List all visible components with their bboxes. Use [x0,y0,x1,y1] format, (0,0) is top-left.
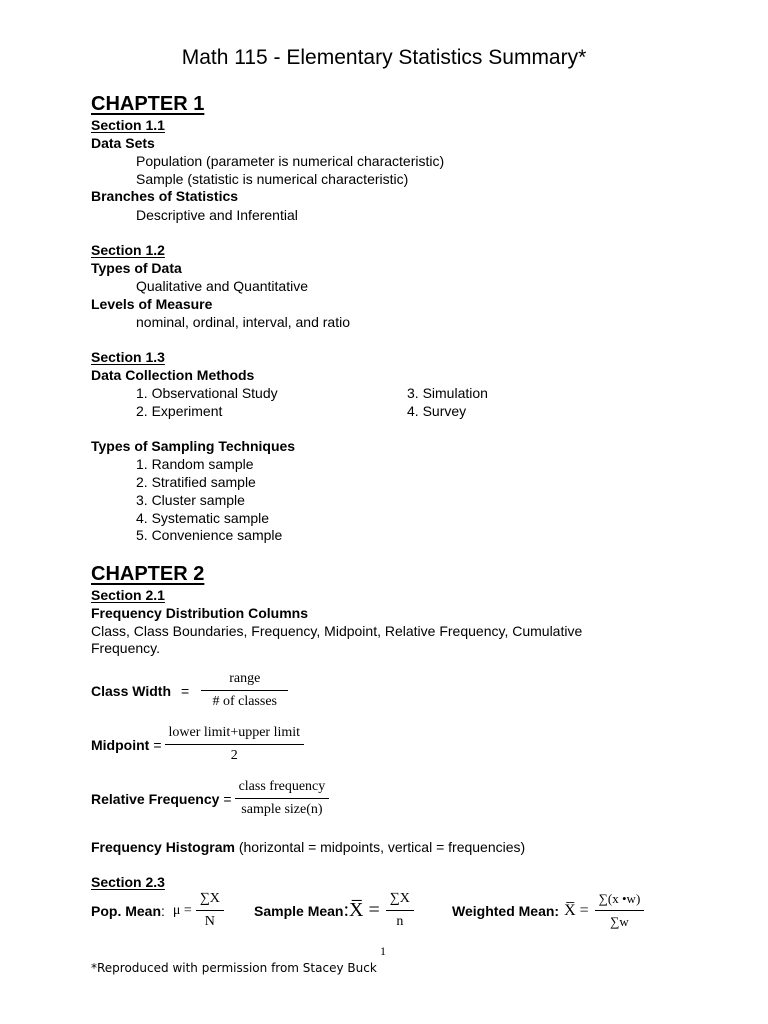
fraction-numerator: range [201,671,288,691]
fraction-numerator: ∑X [196,891,224,911]
freq-columns-line1: Class, Class Boundaries, Frequency, Midpoint, Relative Frequency, Cumulative [91,623,583,639]
list-item: 1. Observational Study [136,385,278,401]
branches-text: Descriptive and Inferential [136,207,298,223]
colon: : [161,902,165,919]
page-number: 1 [380,944,386,958]
page-title: Math 115 - Elementary Statistics Summary* [181,46,587,69]
fraction-numerator: class frequency [235,779,330,799]
chapter-2-heading: CHAPTER 2 [91,563,205,585]
sample-mean-formula [254,891,414,930]
sampling-heading: Types of Sampling Techniques [91,438,296,454]
types-of-data-text: Qualitative and Quantitative [136,278,308,294]
weighted-mean-formula [452,891,644,930]
data-sets-heading: Data Sets [91,135,155,151]
section-1-3-label: Section 1.3 [91,349,165,365]
pop-mean-label: Pop. Mean [91,902,162,919]
section-2-1-label: Section 2.1 [91,587,165,603]
list-item: 4. Survey [407,403,467,419]
list-item: 1. Random sample [136,456,254,472]
sample-mean-label: Sample Mean [254,902,344,919]
fraction-numerator: lower limit+upper limit [165,725,305,745]
section-2-3-label: Section 2.3 [91,874,165,890]
list-item: 3. Simulation [407,385,488,401]
equals-sign: = [181,682,190,699]
types-of-data-heading: Types of Data [91,260,182,276]
mu-symbol: μ = [172,902,192,918]
fraction-numerator: ∑(x •w) [595,891,645,911]
histogram-label: Frequency Histogram [91,839,235,855]
weighted-mean-fraction [595,891,645,930]
chapter-1-heading: CHAPTER 1 [91,93,205,115]
list-item: 3. Cluster sample [136,492,245,508]
equals-sign: = [223,790,232,807]
pop-mean-fraction [196,891,224,930]
levels-text: nominal, ordinal, interval, and ratio [136,314,351,330]
relative-frequency-label: Relative Frequency [91,790,220,807]
histogram-line [91,839,525,855]
list-item: 2. Experiment [136,403,223,419]
fraction-numerator: ∑X [386,891,414,911]
footnote: *Reproduced with permission from Stacey Buck [91,961,377,975]
fraction-denominator: n [396,914,404,929]
collection-methods-heading: Data Collection Methods [91,367,255,383]
freq-columns-heading: Frequency Distribution Columns [91,605,309,621]
fraction-denominator: N [204,914,215,929]
weighted-mean-label: Weighted Mean: [452,902,560,919]
levels-heading: Levels of Measure [91,296,213,312]
relative-frequency-formula [91,779,329,818]
midpoint-fraction [165,725,305,764]
fraction-denominator: # of classes [212,694,277,709]
class-width-formula [91,671,288,710]
section-1-1-label: Section 1.1 [91,117,165,133]
branches-heading: Branches of Statistics [91,188,239,204]
midpoint-label: Midpoint [91,736,150,753]
fraction-denominator: sample size(n) [241,802,323,817]
xbar-symbol: :X̅ = [343,899,380,921]
population-text: Population (parameter is numerical characteristic) [136,153,445,169]
section-1-2-label: Section 1.2 [91,242,165,258]
fraction-denominator: ∑w [610,914,629,929]
freq-columns-line2: Frequency. [91,640,160,656]
list-item: 5. Convenience sample [136,527,283,543]
relative-frequency-fraction [235,779,330,818]
class-width-fraction [201,671,288,710]
sample-mean-fraction [386,891,414,930]
equals-sign: = [153,736,162,753]
sample-text: Sample (statistic is numerical characteristic) [136,171,409,187]
fraction-denominator: 2 [230,748,238,763]
list-item: 2. Stratified sample [136,474,256,490]
xbar-symbol: X̅ = [564,901,589,919]
class-width-label: Class Width [91,682,171,699]
histogram-description: (horizontal = midpoints, vertical = frequencies) [238,839,526,855]
midpoint-formula [91,725,304,764]
pop-mean-formula [91,891,224,930]
list-item: 4. Systematic sample [136,510,270,526]
